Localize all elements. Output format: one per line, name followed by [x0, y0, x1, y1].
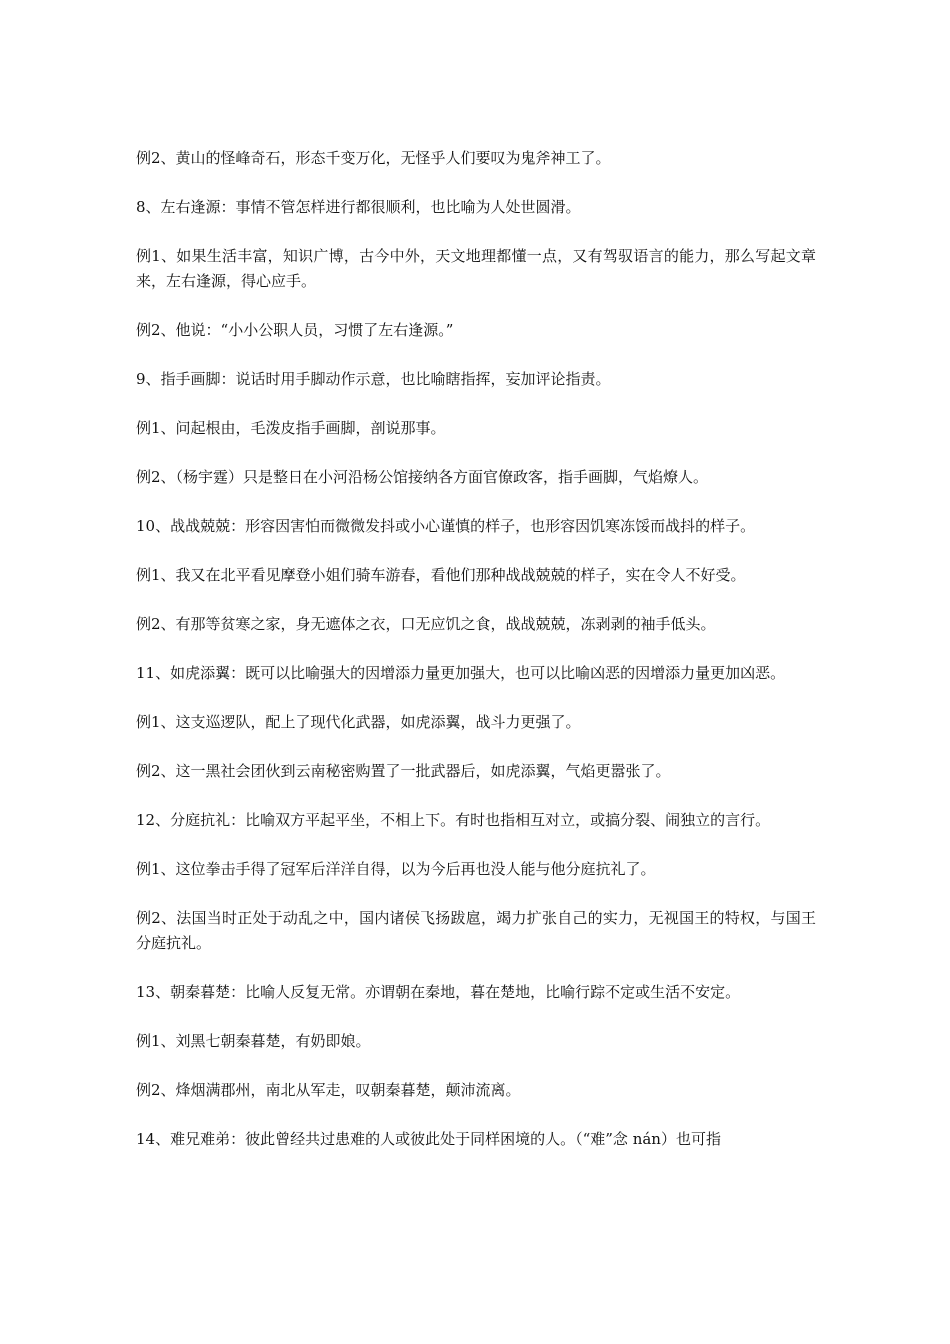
- paragraph: 例2、黄山的怪峰奇石，形态千变万化，无怪乎人们要叹为鬼斧神工了。: [136, 149, 611, 167]
- document-body: [136, 146, 816, 1176]
- paragraph: 例2、这一黑社会团伙到云南秘密购置了一批武器后，如虎添翼，气焰更嚣张了。: [136, 762, 671, 780]
- paragraph: 例2、法国当时正处于动乱之中，国内诸侯飞扬跋扈，竭力扩张自己的实力，无视国王的特权，与国王分庭抗礼。: [136, 909, 816, 952]
- paragraph: 例1、我又在北平看见摩登小姐们骑车游春，看他们那种战战兢兢的样子，实在令人不好受。: [136, 566, 746, 584]
- paragraph: 例2、他说：“小小公职人员，习惯了左右逢源。”: [136, 321, 454, 339]
- paragraph: 10、战战兢兢：形容因害怕而微微发抖或小心谨慎的样子，也形容因饥寒冻馁而战抖的样子。: [136, 517, 756, 535]
- paragraph: 例1、问起根由，毛泼皮指手画脚，剖说那事。: [136, 419, 446, 437]
- paragraph: 例1、如果生活丰富，知识广博，古今中外，天文地理都懂一点，又有驾驭语言的能力，那么写起文章来，左右逢源，得心应手。: [136, 247, 816, 290]
- paragraph: 例2、（杨宇霆）只是整日在小河沿杨公馆接纳各方面官僚政客，指手画脚，气焰燎人。: [136, 468, 709, 486]
- paragraph: 8、左右逢源：事情不管怎样进行都很顺利，也比喻为人处世圆滑。: [136, 198, 581, 216]
- paragraph: 14、难兄难弟：彼此曾经共过患难的人或彼此处于同样困境的人。（“难”念 nán）也可指: [136, 1130, 721, 1148]
- paragraph: 例2、有那等贫寒之家，身无遮体之衣，口无应饥之食，战战兢兢，冻剥剥的袖手低头。: [136, 615, 716, 633]
- paragraph: 11、如虎添翼：既可以比喻强大的因增添力量更加强大，也可以比喻凶恶的因增添力量更加凶恶。: [136, 664, 786, 682]
- paragraph: 9、指手画脚：说话时用手脚动作示意，也比喻瞎指挥，妄加评论指责。: [136, 370, 611, 388]
- paragraph: 12、分庭抗礼：比喻双方平起平坐，不相上下。有时也指相互对立，或搞分裂、闹独立的言行。: [136, 811, 771, 829]
- paragraph: 例2、烽烟满郡州，南北从军走，叹朝秦暮楚，颠沛流离。: [136, 1081, 521, 1099]
- paragraph: 例1、这位拳击手得了冠军后洋洋自得，以为今后再也没人能与他分庭抗礼了。: [136, 860, 656, 878]
- paragraph: 例1、这支巡逻队，配上了现代化武器，如虎添翼，战斗力更强了。: [136, 713, 581, 731]
- paragraph: 13、朝秦暮楚：比喻人反复无常。亦谓朝在秦地，暮在楚地，比喻行踪不定或生活不安定。: [136, 983, 741, 1001]
- paragraph: 例1、刘黑七朝秦暮楚，有奶即娘。: [136, 1032, 371, 1050]
